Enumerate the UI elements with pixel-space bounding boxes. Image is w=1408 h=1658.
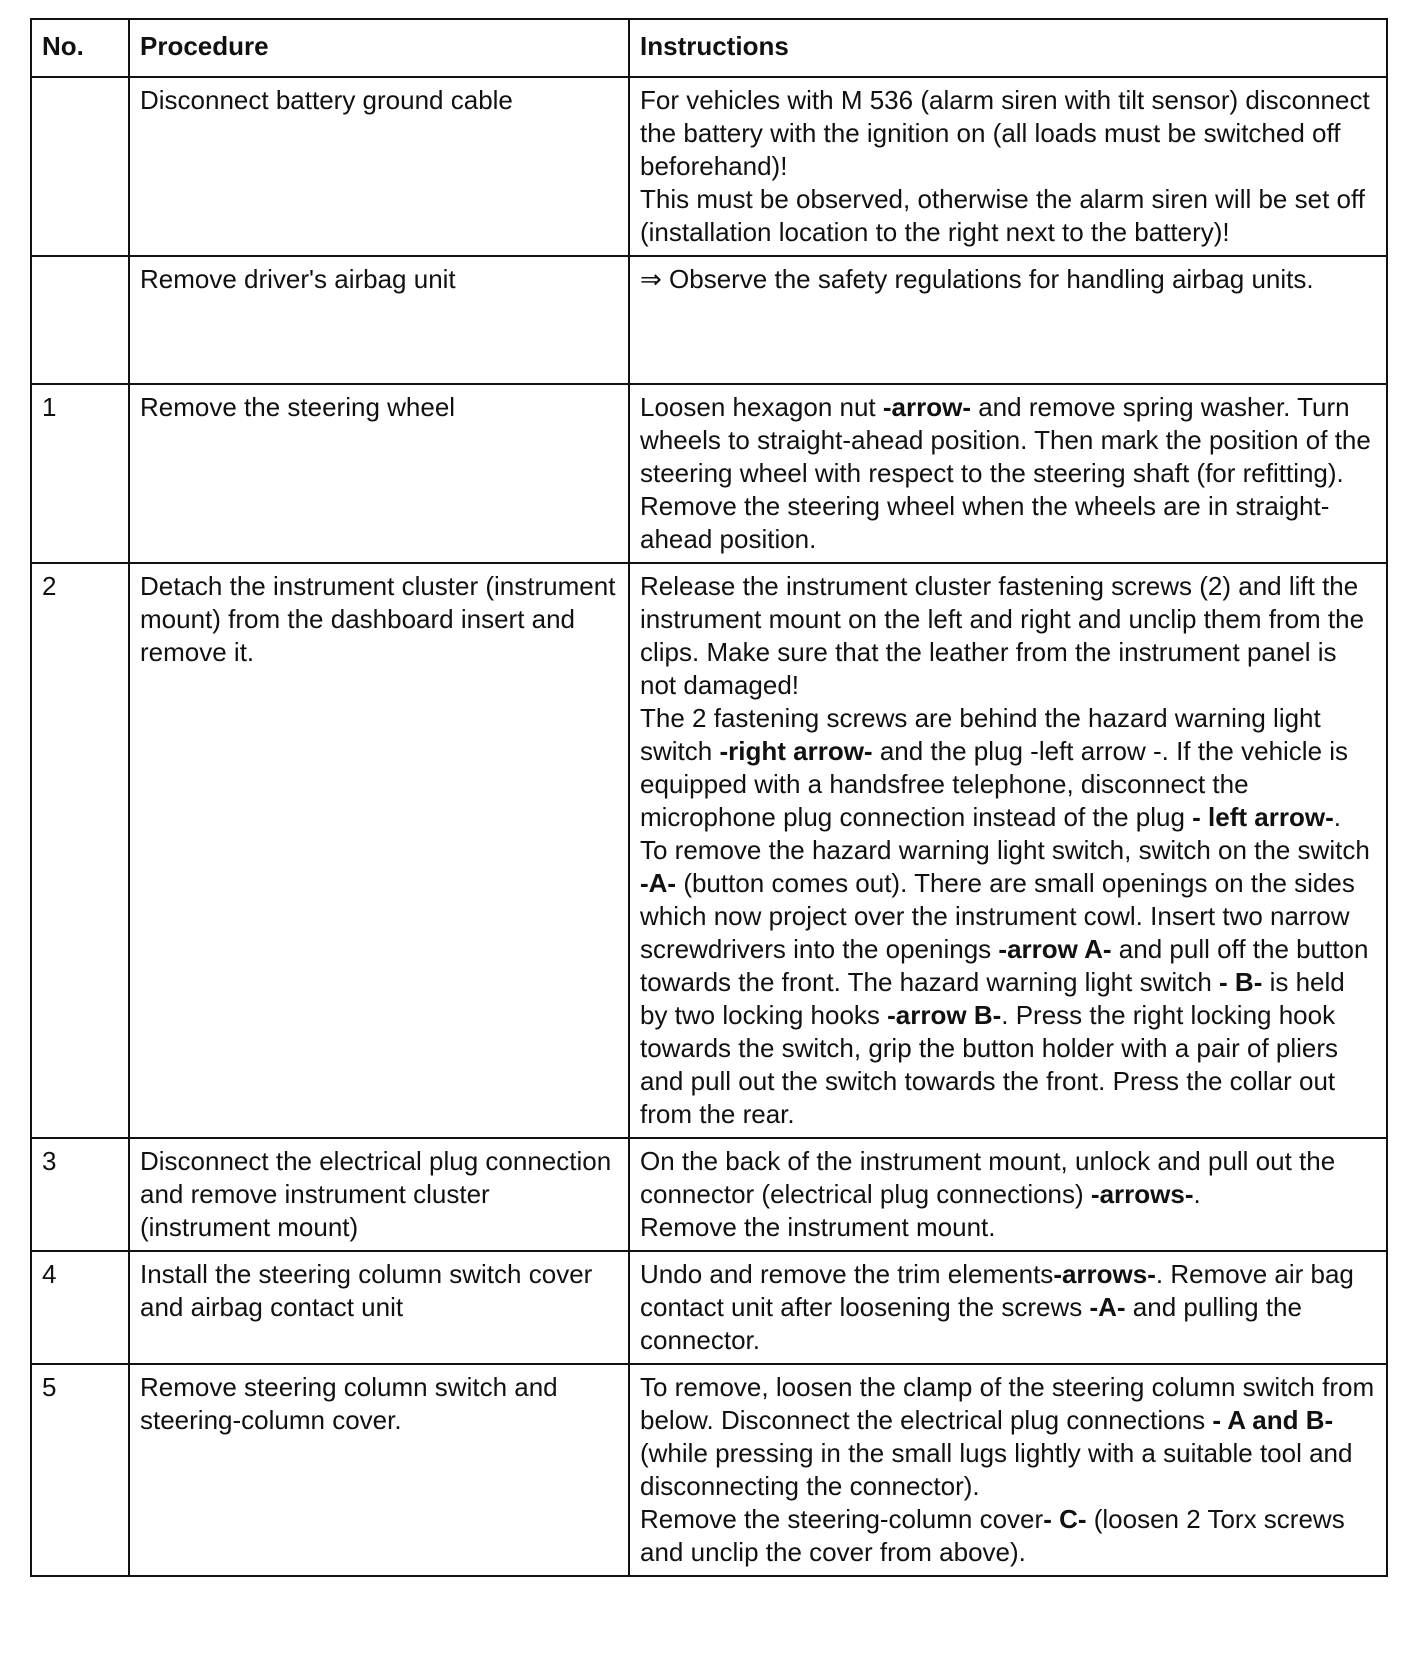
step-instructions bbox=[629, 563, 1387, 1138]
instruction-paragraph: Undo and remove the trim elements-arrows-. Remove air bag contact unit after loosening the screws -A- and pulling the connector. bbox=[640, 1259, 1354, 1355]
step-procedure: Remove steering column switch and steering-column cover. bbox=[129, 1364, 629, 1576]
step-instructions bbox=[629, 384, 1387, 563]
step-procedure: Remove the steering wheel bbox=[129, 384, 629, 563]
step-procedure: Remove driver's airbag unit bbox=[129, 256, 629, 384]
step-instructions bbox=[629, 1138, 1387, 1251]
instruction-paragraph: To remove, loosen the clamp of the steering column switch from below. Disconnect the electrical plug connections - A and B- (while pressing in the small lugs lightly with a suitable tool and disconnecting the connector). bbox=[640, 1372, 1375, 1501]
step-number: 3 bbox=[31, 1138, 129, 1251]
instruction-paragraph: Remove the steering wheel when the wheels are in straight-ahead position. bbox=[640, 491, 1330, 554]
instruction-paragraph: Release the instrument cluster fastening screws (2) and lift the instrument mount on the left and right and unclip them from the clips. Make sure that the leather from the instrument panel is not damaged! bbox=[640, 571, 1365, 700]
step-number: 4 bbox=[31, 1251, 129, 1364]
table-row bbox=[31, 77, 1387, 256]
table-row bbox=[31, 1251, 1387, 1364]
header-no: No. bbox=[31, 19, 129, 77]
step-number: 1 bbox=[31, 384, 129, 563]
instruction-paragraph: On the back of the instrument mount, unlock and pull out the connector (electrical plug connections) -arrows-. bbox=[640, 1146, 1336, 1209]
step-number: 5 bbox=[31, 1364, 129, 1576]
table-row bbox=[31, 1138, 1387, 1251]
table-row bbox=[31, 1364, 1387, 1576]
step-instructions bbox=[629, 77, 1387, 256]
instruction-paragraph: Remove the steering-column cover- C- (loosen 2 Torx screws and unclip the cover from above). bbox=[640, 1504, 1345, 1567]
table-row bbox=[31, 563, 1387, 1138]
header-procedure: Procedure bbox=[129, 19, 629, 77]
step-instructions bbox=[629, 1251, 1387, 1364]
step-number bbox=[31, 256, 129, 384]
instruction-paragraph: ⇒ Observe the safety regulations for handling airbag units. bbox=[640, 264, 1314, 294]
step-procedure: Install the steering column switch cover and airbag contact unit bbox=[129, 1251, 629, 1364]
table-row bbox=[31, 384, 1387, 563]
step-procedure: Disconnect battery ground cable bbox=[129, 77, 629, 256]
step-number bbox=[31, 77, 129, 256]
instruction-paragraph: To remove the hazard warning light switch, switch on the switch -A- (button comes out). There are small openings on the sides which now project over the instrument cowl. Insert two narrow screwdrivers into the openings -arrow A- and pull off the button towards the front. The hazard warning light switch - B- is held by two locking hooks -arrow B-. Press the right locking hook towards the switch, grip the button holder with a pair of pliers and pull out the switch towards the front. Press the collar out from the rear. bbox=[640, 835, 1370, 1129]
instruction-paragraph: Loosen hexagon nut -arrow- and remove spring washer. Turn wheels to straight-ahead position. Then mark the position of the steering wheel with respect to the steering shaft (for refitting). bbox=[640, 392, 1371, 488]
step-instructions bbox=[629, 256, 1387, 384]
header-instructions: Instructions bbox=[629, 19, 1387, 77]
instruction-paragraph: For vehicles with M 536 (alarm siren with tilt sensor) disconnect the battery with the ignition on (all loads must be switched off beforehand)! bbox=[640, 85, 1370, 181]
table-header-row bbox=[31, 19, 1387, 77]
table-row bbox=[31, 256, 1387, 384]
step-number: 2 bbox=[31, 563, 129, 1138]
procedure-document bbox=[30, 18, 1386, 1577]
instruction-paragraph: Remove the instrument mount. bbox=[640, 1212, 996, 1242]
step-instructions bbox=[629, 1364, 1387, 1576]
instruction-paragraph: The 2 fastening screws are behind the hazard warning light switch -right arrow- and the plug -left arrow -. If the vehicle is equipped with a handsfree telephone, disconnect the microphone plug connection instead of the plug - left arrow-. bbox=[640, 703, 1349, 832]
procedure-table bbox=[30, 18, 1388, 1577]
step-procedure: Detach the instrument cluster (instrument mount) from the dashboard insert and remove it. bbox=[129, 563, 629, 1138]
instruction-paragraph: This must be observed, otherwise the alarm siren will be set off (installation location to the right next to the battery)! bbox=[640, 184, 1365, 247]
step-procedure: Disconnect the electrical plug connection and remove instrument cluster (instrument mount) bbox=[129, 1138, 629, 1251]
